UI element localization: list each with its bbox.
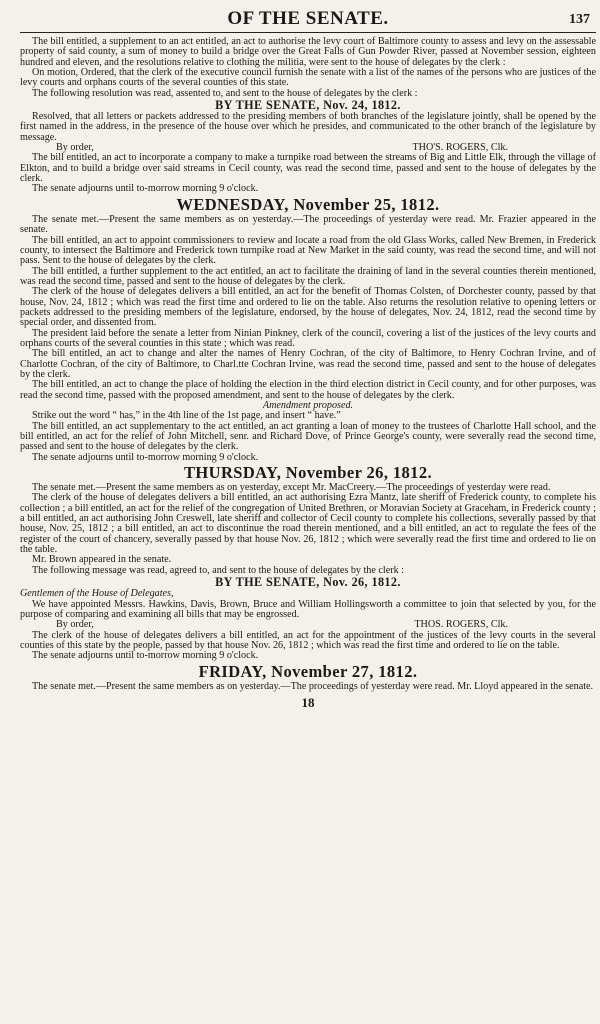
day-heading: THURSDAY, November 26, 1812. [183, 463, 433, 483]
paragraph: The senate met.—Present the same members as on yesterday.—The proceedings of yesterday were read. Mr. Frazier appeared in the senate. [20, 213, 596, 236]
signature-by-order: By order, [56, 142, 94, 154]
address-line: Gentlemen of the House of Delegates, [20, 588, 174, 600]
paragraph: The president laid before the senate a letter from Ninian Pinkney, clerk of the council, covering a list of the justices of the levy courts and orphans courts of the several counties in this state ; which was read. [20, 327, 596, 349]
paragraph: Resolved, that all letters or packets addressed to the presiding members of both branches of the legislature jointly, shall be opened by the first named in the address, in the presence of the house over which he presides, and communicated to the other branch of the legislature by message. [20, 111, 596, 143]
page-number: 137 [569, 12, 590, 27]
paragraph: We have appointed Messrs. Hawkins, Davis, Brown, Bruce and William Hollingsworth a committee to join that selected by you, for the purpose of comparing and examining all bills that may be engrossed. [20, 598, 596, 620]
paragraph: The senate met.—Present the same members as on yesterday.—The proceedings of yesterday were read. Mr. Lloyd appeared in the senate. [32, 680, 594, 692]
paragraph: The bill entitled, an act supplementary to the act entitled, an act granting a loan of money to the trustees of Charlotte Hall school, and the bill entitled, an act for the relief of John Mitchell, senr. and Richard Dove, of Prince George's county, were severally read the second time, passed and sent to the house of delegates by the clerk. [20, 420, 596, 453]
header-rule [20, 32, 596, 33]
paragraph: The clerk of the house of delegates delivers a bill entitled, an act for the benefit of Thomas Colsten, of Dorchester county, passed by that house, Nov. 24, 1812 ; which was read the first time and ordered to lie on the table. Also returns the resolution relative to opening letters or packets addressed to the presiding members of the legislature, endorsed, by the house of delegates, Nov. 24, 1812, read the second time by special order, and dissented from. [20, 286, 596, 329]
paragraph: Mr. Brown appeared in the senate. [32, 554, 172, 566]
running-title: OF THE SENATE. [227, 8, 389, 29]
signature-clerk: THOS. ROGERS, Clk. [414, 619, 508, 631]
paragraph: The following resolution was read, assented to, and sent to the house of delegates by the clerk : [32, 87, 418, 99]
paragraph: The senate met.—Present the same members as on yesterday, except Mr. MacCreery.—The proceedings of yesterday were read. [32, 482, 551, 494]
paragraph: The following message was read, agreed to, and sent to the house of delegates by the clerk : [32, 564, 404, 576]
paragraph: The senate adjourns until to-morrow morning 9 o'clock. [32, 183, 259, 195]
paragraph: On motion, Ordered, that the clerk of the executive council furnish the senate with a list of the names of the persons who are justices of the levy courts and orphans courts of the several counties of this state. [20, 67, 596, 89]
paragraph: Strike out the word “ has,” in the 4th line of the 1st page, and insert “ have.” [32, 410, 341, 422]
paragraph: The clerk of the house of delegates delivers a bill entitled, an act authorising Ezra Mantz, late sheriff of Frederick county, to complete his collection ; a bill entitled, an act for the relief of the congregation of United Brethren, or Moravian Society at Graceham, in Frederick county ; a bill entitled, an act authorising John Creswell, late sheriff and collector of Cecil county to complete his collections, severally passed by that house, Nov. 25, 1812 ; a bill entitled, an act to discontinue the road therein mentioned, and a bill entitled, an act to regulate the fees of the register of the court of chancery, severally passed by that house Nov. 26, 1812 ; which were severally read the first time and ordered to lie on the table. [20, 492, 596, 556]
paragraph: The senate adjourns until to-morrow morning 9 o'clock. [32, 650, 259, 662]
day-heading: FRIDAY, November 27, 1812. [198, 661, 418, 681]
signature-by-order: By order, [56, 619, 94, 631]
signature-line [20, 620, 596, 630]
paragraph: The bill entitled, an act to incorporate a company to make a turnpike road between the streams of Big and Little Elk, through the village of Elkton, and to build a bridge over said streams in Cecil county, was read the second time, passed and sent to the house of delegates by the clerk. [20, 152, 596, 185]
paragraph: The bill entitled, a further supplement to the act entitled, an act to facilitate the draining of land in the several counties therein mentioned, was read the second time, passed and sent to the house of delegates by the clerk. [20, 265, 596, 287]
resolution-heading: BY THE SENATE, Nov. 26, 1812. [215, 575, 401, 590]
document-page [20, 6, 596, 1012]
amendment-heading: Amendment proposed. [262, 400, 354, 411]
signature-clerk: THO'S. ROGERS, Clk. [412, 142, 508, 154]
day-heading: WEDNESDAY, November 25, 1812. [176, 194, 440, 214]
paragraph: The clerk of the house of delegates delivers a bill entitled, an act for the appointment of the justices of the levy courts in the several counties of this state by the people, passed by that house Nov. 26, 1812 ; which was read the first time and ordered to lie on the table. [20, 629, 596, 651]
journal-body [20, 37, 596, 708]
resolution-heading: BY THE SENATE, Nov. 24, 1812. [215, 98, 401, 113]
paragraph: The bill entitled, an act to change and alter the names of Henry Cochran, of the city of Baltimore, to Henry Cochran Irvine, and of Charlotte Cochran, of the city of Baltimore, to Charl.tte Cochran Irvine, was read the second time, passed and sent to the house of delegates by the clerk. [20, 348, 596, 380]
paragraph: The bill entitled, an act to change the place of holding the election in the third election district in Cecil county, and for other purposes, was read the second time, passed with the proposed amendment, and sent to the house of delegates by the clerk. [20, 379, 596, 401]
page-header [20, 6, 596, 32]
paragraph: The bill entitled, a supplement to an act entitled, an act to authorise the levy court of Baltimore county to assess and levy on the assessable property of said county, a sum of money to build a bridge over the Great Falls of Gun Powder River, passed at November session, eighteen hundred and eleven, and the resolutions relative to clothing the militia, were sent to the house of delegates by the clerk : [20, 36, 596, 68]
paragraph: The bill entitled, an act to appoint commissioners to review and locate a road from the old Glass Works, called New Bremen, in Frederick county, to intersect the Baltimore and Frederick town turnpike road at New Market in the said county, was read the second time, and will not pass. Sent to the house of delegates by the clerk. [20, 234, 596, 267]
paragraph: The senate adjourns until to-morrow morning 9 o'clock. [32, 451, 259, 463]
signature-mark: 18 [301, 694, 315, 710]
